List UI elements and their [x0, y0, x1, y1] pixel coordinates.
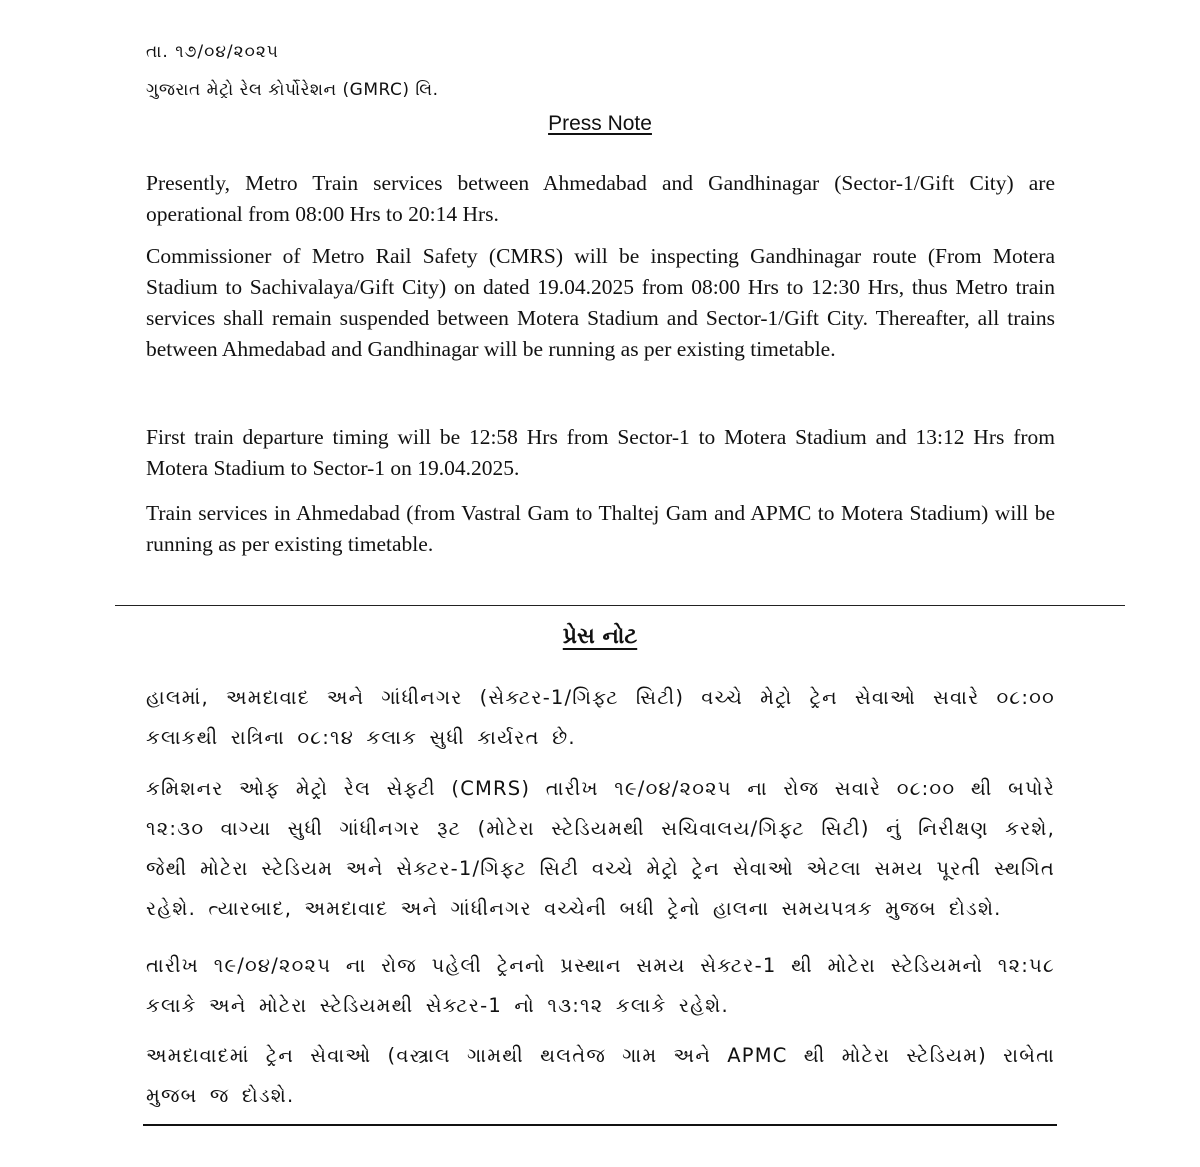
gujarati-paragraph-1: [146, 678, 1055, 758]
press-note-title-english: Press Note: [548, 112, 652, 135]
english-paragraph-1: [146, 168, 1055, 230]
gujarati-paragraph-text: તારીખ ૧૯/૦૪/૨૦૨૫ ના રોજ પહેલી ટ્રેનનો પ્રસ્થાન સમય સેક્ટર-1 થી મોટેરા સ્ટેડિયમનો ૧૨:૫૮ કલાકે અને મોટેરા સ્ટેડિયમથી સેક્ટર-1 નો ૧૩:૧૨ કલાકે રહેશે.: [146, 954, 1055, 1017]
english-paragraph-3: [146, 422, 1055, 484]
english-paragraph-2: [146, 241, 1055, 365]
english-paragraph-text: First train departure timing will be 12:58 Hrs from Sector-1 to Motera Stadium and 13:12 Hrs from Motera Stadium to Sector-1 on 19.04.2025.: [146, 425, 1055, 480]
gujarati-paragraph-4: [146, 1036, 1055, 1116]
gujarati-paragraph-2: [146, 769, 1055, 929]
english-paragraph-text: Presently, Metro Train services between Ahmedabad and Gandhinagar (Sector-1/Gift City) are operational from 08:00 Hrs to 20:14 Hrs.: [146, 171, 1055, 226]
english-paragraph-4: [146, 498, 1055, 560]
organization-name: ગુજરાત મેટ્રો રેલ કોર્પોરેશન (GMRC) લિ.: [146, 80, 439, 100]
section-divider: [115, 605, 1125, 606]
gujarati-paragraph-text: અમદાવાદમાં ટ્રેન સેવાઓ (વસ્ત્રાલ ગામથી થલતેજ ગામ અને APMC થી મોટેરા સ્ટેડિયમ) રાબેતા મુજબ જ દોડશે.: [146, 1044, 1055, 1107]
english-paragraph-text: Commissioner of Metro Rail Safety (CMRS) will be inspecting Gandhinagar route (From Motera Stadium to Sachivalaya/Gift City) on dated 19.04.2025 from 08:00 Hrs to 12:30 Hrs, thus Metro train services shall remain suspended between Motera Stadium and Sector-1/Gift City. Thereafter, all trains between Ahmedabad and Gandhinagar will be running as per existing timetable.: [146, 244, 1055, 361]
english-paragraph-text: Train services in Ahmedabad (from Vastral Gam to Thaltej Gam and APMC to Motera Stadium) will be running as per existing timetable.: [146, 501, 1055, 556]
gujarati-paragraph-3: [146, 946, 1055, 1026]
document-date: તા. ૧૭/૦૪/૨૦૨૫: [146, 42, 279, 62]
bottom-rule: [143, 1124, 1057, 1126]
gujarati-paragraph-text: હાલમાં, અમદાવાદ અને ગાંધીનગર (સેક્ટર-1/ગિફ્ટ સિટી) વચ્ચે મેટ્રો ટ્રેન સેવાઓ સવારે ૦૮:૦૦ કલાકથી રાત્રિના ૦૮:૧૪ કલાક સુધી કાર્યરત છે.: [146, 686, 1055, 749]
gujarati-paragraph-text: કમિશનર ઓફ મેટ્રો રેલ સેફ્ટી (CMRS) તારીખ ૧૯/૦૪/૨૦૨૫ ના રોજ સવારે ૦૮:૦૦ થી બપોરે ૧૨:૩૦ વાગ્યા સુધી ગાંધીનગર રૂટ (મોટેરા સ્ટેડિયમથી સચિવાલય/ગિફ્ટ સિટી) નું નિરીક્ષણ કરશે, જેથી મોટેરા સ્ટેડિયમ અને સેક્ટર-1/ગિફ્ટ સિટી વચ્ચે મેટ્રો ટ્રેન સેવાઓ એટલા સમય પૂરતી સ્થગિત રહેશે. ત્યારબાદ, અમદાવાદ અને ગાંધીનગર વચ્ચેની બધી ટ્રેનો હાલના સમયપત્રક મુજબ દોડશે.: [146, 777, 1055, 920]
press-note-title-gujarati: પ્રેસ નોટ: [562, 624, 638, 649]
